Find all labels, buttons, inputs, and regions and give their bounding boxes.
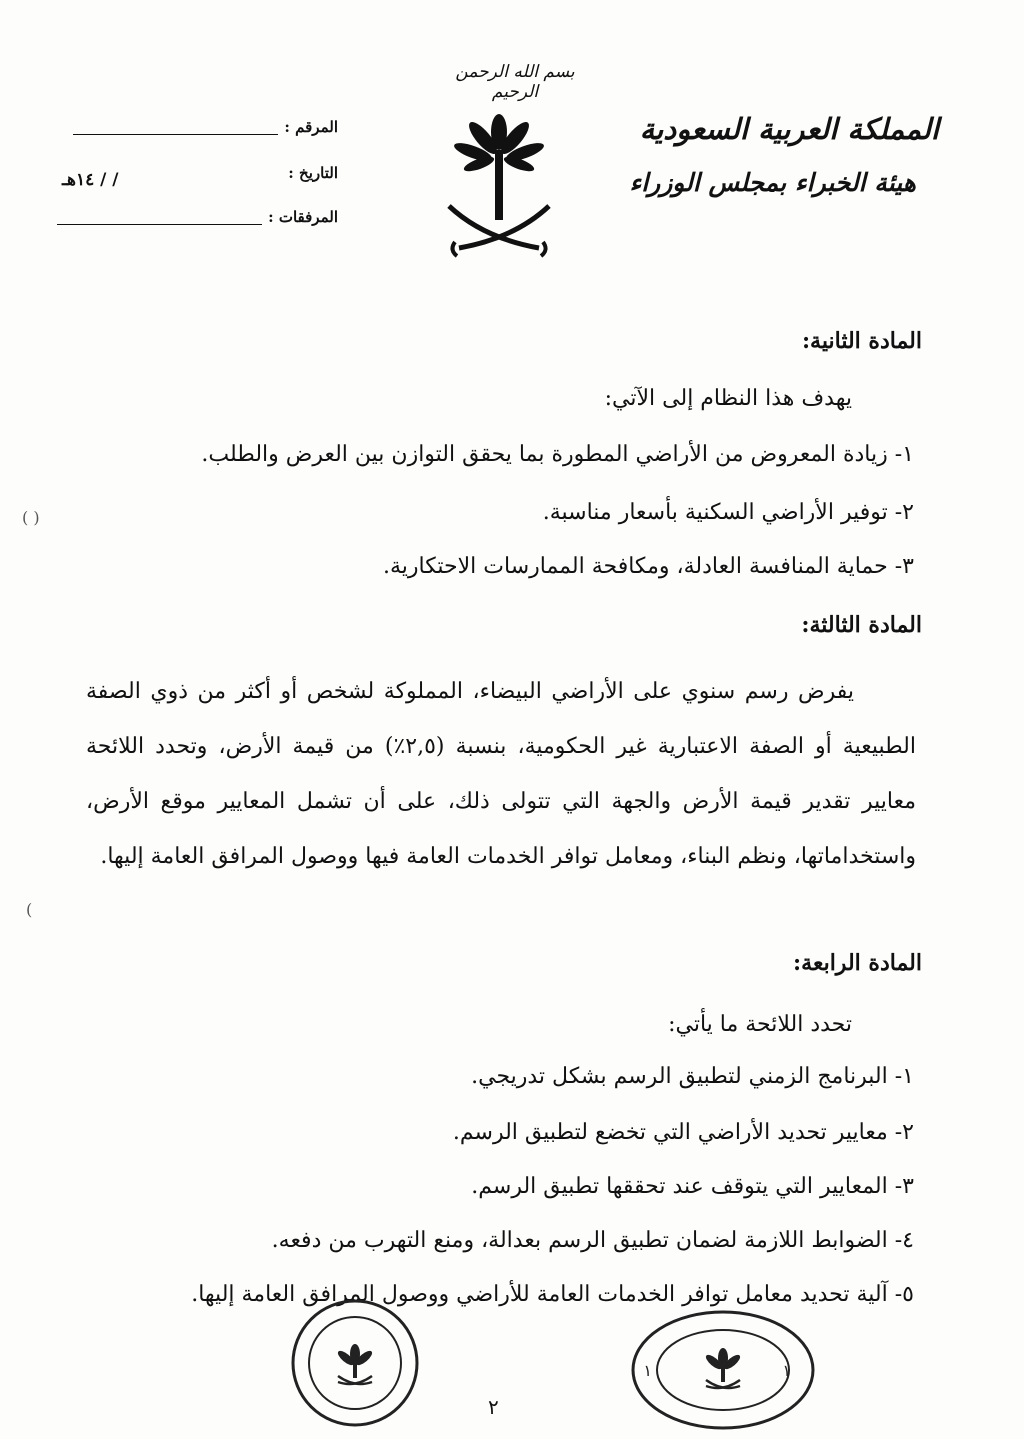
article4-item-2: ٢- معايير تحديد الأراضي التي تخضع لتطبيق الرسم. [452,1120,914,1145]
attachments-label: المرفقات : [268,208,338,226]
date-value: / / ١٤هـ [62,170,119,190]
attachments-line [57,212,262,225]
article3-heading: المادة الثالثة: [801,612,922,638]
article4-item-3: ٣- المعايير التي يتوقف عند تحققها تطبيق الرسم. [471,1174,914,1199]
article2-item-3: ٣- حماية المنافسة العادلة، ومكافحة الممارسات الاحتكارية. [383,554,914,579]
article4-item-5: ٥- آلية تحديد معامل توافر الخدمات العامة للأراضي ووصول المرافق العامة إليها. [191,1282,914,1307]
margin-mark: ) [26,900,33,919]
article4-item-1: ١- البرنامج الزمني لتطبيق الرسم بشكل تدريجي. [471,1064,914,1089]
article4-item-4: ٤- الضوابط اللازمة لضمان تطبيق الرسم بعدالة، ومنع التهرب من دفعه. [271,1228,914,1253]
article2-item-2: ٢- توفير الأراضي السكنية بأسعار مناسبة. [542,500,914,525]
date-field [288,164,338,182]
article4-heading: المادة الرابعة: [793,950,922,976]
article3-paragraph: يفرض رسم سنوي على الأراضي البيضاء، المملوكة لشخص أو أكثر من ذوي الصفة الطبيعية أو الصفة الاعتبارية غير الحكومية، بنسبة (٢,٥٪) من قيمة الأرض، وتحدد اللائحة معايير تقدير قيمة الأرض والجهة التي تتولى ذلك، على أن تشمل المعايير موقع الأرض، واستخداماتها، ونظم البناء، ومعامل توافر الخدمات العامة فيها ووصول المرافق العامة إليها. [86,679,916,869]
article4-intro: تحدد اللائحة ما يأتي: [668,1012,852,1037]
basmala: بسم الله الرحمن الرحيم [455,62,575,102]
left-stamp-icon [288,1296,422,1430]
right-stamp-icon [628,1308,818,1432]
saudi-emblem-icon [443,110,555,262]
reference-field [73,118,338,136]
svg-text:١: ١ [643,1361,652,1380]
council-title: هيئة الخبراء بمجلس الوزراء [629,168,916,197]
kingdom-title: المملكة العربية السعودية [639,112,939,146]
attachments-field [57,208,338,226]
article2-item-1: ١- زيادة المعروض من الأراضي المطورة بما يحقق التوازن بين العرض والطلب. [201,442,914,467]
date-label: التاريخ : [288,164,338,182]
margin-mark: ( ) [22,508,40,527]
stamp-number: ١ [782,1361,791,1380]
article2-heading: المادة الثانية: [801,328,922,354]
reference-line [73,122,278,135]
page-number: ٢ [488,1395,499,1419]
reference-label: المرقم : [284,118,338,136]
article2-intro: يهدف هذا النظام إلى الآتي: [604,386,852,411]
